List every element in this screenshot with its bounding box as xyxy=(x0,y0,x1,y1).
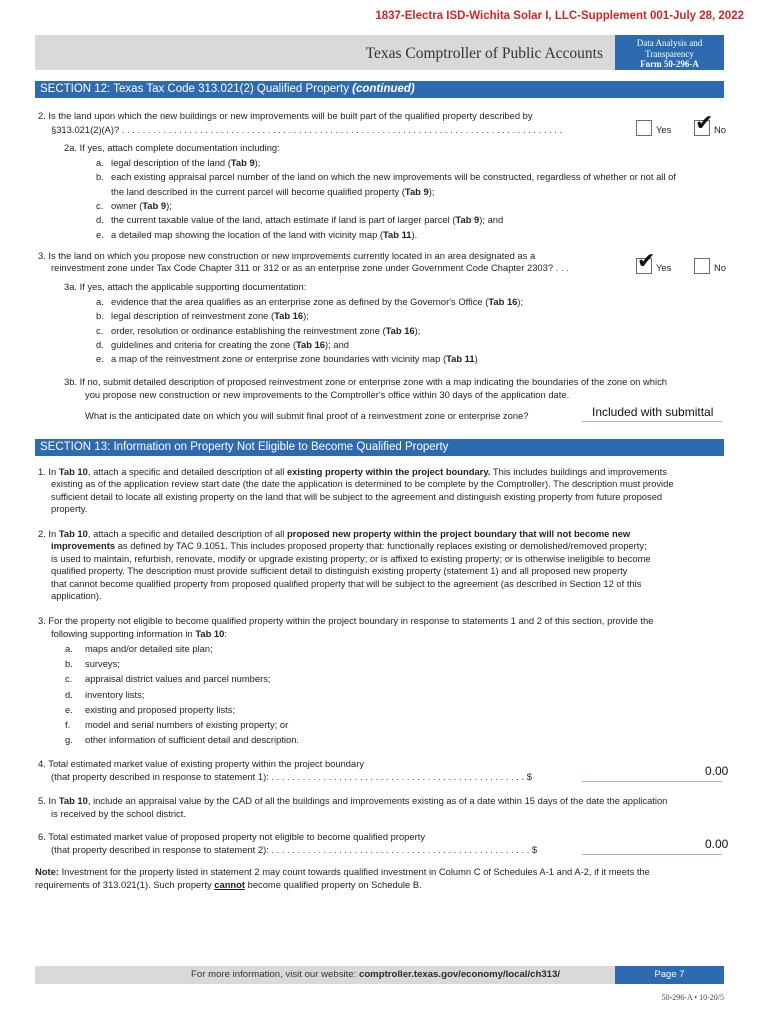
statement-4-value: 0.00 xyxy=(705,764,729,778)
q3-text-line1: 3. Is the land on which you propose new construction or new improvements currently located in an area designated as a xyxy=(38,250,536,261)
statement-3-line2 xyxy=(51,628,227,640)
q2a-text: 2a. If yes, attach complete documentation including: xyxy=(64,142,280,153)
dept-line-2: Transparency xyxy=(645,48,694,59)
list-tab-ref: Tab 9 xyxy=(142,199,167,211)
list-text-pre: the current taxable value of the land, attach estimate if land is part of larger parcel ( xyxy=(111,214,456,226)
document-header-title: 1837-Electra ISD-Wichita Solar I, LLC-Supplement 001-July 28, 2022 xyxy=(375,10,744,22)
list-text: maps and/or detailed site plan; xyxy=(85,643,213,654)
q3b-question: What is the anticipated date on which you will submit final proof of a reinvestment zone or enterprise zone? xyxy=(85,410,529,421)
list-letter: b. xyxy=(65,658,73,670)
note-pre: requirements of 313.021(1). Such property xyxy=(35,879,215,890)
note-line1 xyxy=(35,866,650,878)
list-text-pre: a detailed map showing the location of the land with vicinity map ( xyxy=(111,228,384,240)
list-letter: c. xyxy=(96,199,104,211)
line-bold: Tab 10 xyxy=(58,528,88,539)
list-text xyxy=(111,229,417,241)
line-bold2: existing property within the project boundary. xyxy=(286,466,491,477)
leader-dots: . . . xyxy=(553,262,569,273)
statement-5-post: , include an appraisal value by the CAD of all the buildings and improvements existing as of a date within 15 days of the date the application xyxy=(87,795,668,806)
statement-6-line2 xyxy=(51,844,537,856)
q2-ref: §313.021(2)(A)? xyxy=(51,124,120,135)
list-text-post: ); xyxy=(166,199,172,211)
list-text-pre: evidence that the area qualifies as an enterprise zone as defined by the Governor's Office ( xyxy=(111,296,489,307)
list-text-pre: each existing appraisal parcel number of the land on which the new improvements will be constructed, regardless of whether or not all of xyxy=(111,171,676,183)
statement-3-line1: 3. For the property not eligible to become qualified property within the project boundary in response to statements 1 and 2 of this section, provide the xyxy=(38,615,654,626)
list-letter: a. xyxy=(96,296,104,307)
dollar-sign: $ xyxy=(526,771,532,782)
form-revision-code: 50-296-A • 10-20/5 xyxy=(661,993,724,1002)
q3b-text-line2: you propose new construction or new improvements to the Comptroller's office within 30 days of the application date. xyxy=(85,389,570,400)
line-post: This includes buildings and improvements xyxy=(490,466,667,477)
list-text xyxy=(111,296,523,308)
list-text-pre: legal description of the land ( xyxy=(111,157,231,168)
footer-website-link[interactable]: comptroller.texas.gov/economy/local/ch313/ xyxy=(358,969,560,980)
list-text: model and serial numbers of existing property; or xyxy=(85,719,289,730)
q3b-date-value: Included with submittal xyxy=(592,405,714,419)
list-tab-ref: Tab 16 xyxy=(274,310,304,322)
statement-6-line1: 6. Total estimated market value of proposed property not eligible to become qualified property xyxy=(38,831,426,842)
note-text: Investment for the property listed in statement 2 may count towards qualified investment in Column C of Schedules A-1 and A-2, if it meets the xyxy=(58,866,650,877)
list-tab-ref: Tab 11 xyxy=(383,228,412,240)
list-tab-ref: Tab 9 xyxy=(455,214,480,226)
statement-6-value-field[interactable] xyxy=(582,836,722,855)
list-text-pre: order, resolution or ordinance establishing the reinvestment zone ( xyxy=(111,324,386,336)
statement-3-post: : xyxy=(224,628,227,639)
line-pre: 2. In xyxy=(38,528,59,539)
line-mid: as defined by TAC 9.1051. This includes proposed property that: functionally replaces existing or demolished/removed property; xyxy=(115,540,647,552)
q3b-text-line1: 3b. If no, submit detailed description of proposed reinvestment zone or enterprise zone with a map indicating the boundaries of the zone on which xyxy=(64,376,667,387)
q3-ref: reinvestment zone under Tax Code Chapter 311 or 312 or as an enterprise zone under Government Code Chapter 2303? xyxy=(51,262,554,273)
list-text: existing and proposed property lists; xyxy=(85,703,236,715)
q3-no-label: No xyxy=(714,262,726,273)
checkmark-icon: ✔ xyxy=(637,249,656,274)
statement-5-line1 xyxy=(38,795,667,807)
note-line2 xyxy=(35,879,422,891)
line-mid: , attach a specific and detailed description of all xyxy=(87,528,287,539)
statement-6-value: 0.00 xyxy=(705,837,729,851)
line-pre: property. xyxy=(51,503,88,515)
list-text-post: ). xyxy=(411,228,418,240)
list-text-post: ); and xyxy=(325,338,350,350)
q2-no-checkbox[interactable] xyxy=(694,111,714,136)
list-text-post: ); xyxy=(414,324,421,336)
list-letter: c. xyxy=(96,324,104,336)
list-text-pre: a map of the reinvestment zone or enterprise zone boundaries with vicinity map ( xyxy=(111,353,447,365)
paragraph-line xyxy=(51,565,627,577)
list-letter: e. xyxy=(65,703,73,715)
list-letter: e. xyxy=(96,228,104,240)
line-bold: improvements xyxy=(51,540,116,552)
paragraph-line xyxy=(51,578,641,590)
list-text-pre: owner ( xyxy=(111,199,143,211)
list-letter: g. xyxy=(65,734,73,746)
list-text: appraisal district values and parcel numbers; xyxy=(85,673,271,685)
form-number: Form 50-296-A xyxy=(640,59,699,69)
page-number: Page 7 xyxy=(615,966,724,984)
list-text: inventory lists; xyxy=(85,688,145,700)
list-letter: f. xyxy=(65,719,71,730)
list-text xyxy=(111,353,478,365)
statement-5-tab: Tab 10 xyxy=(58,795,88,806)
list-text-post: ); xyxy=(303,310,309,322)
list-letter: a. xyxy=(65,643,73,654)
section-12-header xyxy=(35,81,724,98)
list-letter: b. xyxy=(96,310,104,322)
line-pre: is used to maintain, refurbish, renovate, modify or upgrade existing property; or is affixed to existing property; or is otherwise ineligible to become xyxy=(51,552,651,564)
list-text: other information of sufficient detail and description. xyxy=(85,734,300,746)
list-item xyxy=(96,296,104,308)
list-text xyxy=(111,186,434,198)
note-label: Note: xyxy=(35,866,59,877)
paragraph-line xyxy=(51,590,102,602)
footer-info-text: For more information, visit our website: xyxy=(191,969,359,980)
statement-3-pre: following supporting information in xyxy=(51,628,196,639)
q2-yes-checkbox[interactable] xyxy=(636,120,652,136)
list-letter: b. xyxy=(96,171,104,183)
q2-text-line1: 2. Is the land upon which the new buildings or new improvements will be built part of the qualified property described by xyxy=(38,110,533,121)
statement-4-ref: (that property described in response to statement 1): xyxy=(51,771,269,782)
agency-name: Texas Comptroller of Public Accounts xyxy=(365,45,603,62)
q3-yes-checkbox[interactable] xyxy=(636,249,656,274)
line-pre: sufficient detail to locate all existing property on the land that will be subject to the agreement and distinguish existing property from future proposed xyxy=(51,490,663,502)
paragraph-line xyxy=(51,491,662,503)
statement-5-pre: 5. In xyxy=(38,795,59,806)
q3-yes-label: Yes xyxy=(656,262,672,273)
list-letter: d. xyxy=(65,688,73,700)
list-text-post: ) xyxy=(474,353,478,365)
list-text-post: ); xyxy=(254,157,261,168)
list-text xyxy=(111,157,260,169)
note-post: become qualified property on Schedule B. xyxy=(245,879,422,890)
section-12-continued: (continued) xyxy=(352,83,415,95)
list-text xyxy=(111,325,420,337)
list-text-post: ); xyxy=(517,296,524,307)
list-letter: a. xyxy=(96,157,104,168)
list-tab-ref: Tab 16 xyxy=(296,338,326,350)
line-pre: qualified property. The description must provide sufficient detail to distinguish existing property (statement 1) and all proposed new property xyxy=(51,565,628,577)
list-letter: c. xyxy=(65,673,73,685)
statement-4-line1: 4. Total estimated market value of existing property within the project boundary xyxy=(38,758,365,769)
list-item xyxy=(96,353,104,365)
list-text xyxy=(111,339,349,351)
paragraph-line xyxy=(38,466,667,478)
footer-info xyxy=(35,969,615,982)
line-pre: that cannot become qualified property from proposed qualified property that will be subject to the agreement (as described in Section 12 of this xyxy=(51,577,642,589)
list-tab-ref: Tab 11 xyxy=(446,353,475,365)
list-letter: e. xyxy=(96,353,104,365)
q2-text-line2 xyxy=(51,124,562,136)
line-pre: application). xyxy=(51,590,102,601)
paragraph-line xyxy=(51,478,674,490)
list-item xyxy=(96,325,103,337)
line-pre: 1. In xyxy=(38,466,59,477)
list-letter: d. xyxy=(96,338,104,350)
leader-dots: . . . . . . . . . . . . . . . . . . . . . . . . . . . . . . . . . . . . . . . . . . . . . . . . . . . . . . . . . . . . . . . . . . . . . . . . . . . . . . . . . . . . . xyxy=(119,124,563,135)
list-text xyxy=(111,310,309,322)
line-bold2: proposed new property within the project boundary that will not become new xyxy=(286,528,631,539)
dollar-sign: $ xyxy=(531,844,538,855)
paragraph-line xyxy=(51,503,87,515)
line-bold: Tab 10 xyxy=(58,466,88,477)
statement-3-tab: Tab 10 xyxy=(195,628,225,639)
statement-4-line2 xyxy=(51,771,532,783)
note-cannot: cannot xyxy=(214,879,245,890)
list-text-post: ); xyxy=(428,185,435,197)
section-12-title: SECTION 12: Texas Tax Code 313.021(2) Qualified Property xyxy=(40,83,353,95)
statement-5-line2: is received by the school district. xyxy=(51,808,186,819)
leader-dots: . . . . . . . . . . . . . . . . . . . . . . . . . . . . . . . . . . . . . . . . . . . . . . . . . . xyxy=(268,844,532,855)
list-text xyxy=(111,214,503,226)
list-tab-ref: Tab 9 xyxy=(404,185,429,197)
paragraph-line xyxy=(51,540,647,552)
list-item xyxy=(96,200,103,212)
statement-6-ref: (that property described in response to statement 2): xyxy=(51,844,269,855)
list-text-pre: the land described in the current parcel will become qualified property ( xyxy=(111,185,405,197)
list-text-pre: guidelines and criteria for creating the zone ( xyxy=(111,338,297,350)
q3-text-line2 xyxy=(51,262,569,274)
list-item xyxy=(96,171,104,183)
list-letter: d. xyxy=(96,214,104,226)
list-item xyxy=(96,310,104,322)
form-id-box xyxy=(615,35,724,70)
list-item xyxy=(96,339,104,351)
paragraph-line xyxy=(51,553,651,565)
list-item xyxy=(96,214,104,226)
list-item xyxy=(96,157,104,169)
list-text: surveys; xyxy=(85,658,120,670)
list-tab-ref: Tab 9 xyxy=(230,157,255,168)
q2-yes-label: Yes xyxy=(656,124,672,135)
leader-dots: . . . . . . . . . . . . . . . . . . . . . . . . . . . . . . . . . . . . . . . . . . . . . . . . . xyxy=(268,771,527,782)
section-13-header: SECTION 13: Information on Property Not Eligible to Become Qualified Property xyxy=(35,439,724,456)
q3a-text: 3a. If yes, attach the applicable supporting documentation: xyxy=(64,281,307,292)
statement-4-value-field[interactable] xyxy=(582,763,722,782)
list-item xyxy=(96,229,104,241)
checkmark-icon: ✔ xyxy=(695,111,714,136)
q3-no-checkbox[interactable] xyxy=(694,258,710,274)
q2-no-label: No xyxy=(714,124,726,135)
list-tab-ref: Tab 16 xyxy=(488,296,518,307)
dept-line-1: Data Analysis and xyxy=(636,38,703,48)
line-pre: existing as of the application review start date (the date the application is determined to be complete by the Comptroller). The description must provide xyxy=(51,478,674,490)
list-text-pre: legal description of reinvestment zone ( xyxy=(111,310,275,322)
list-text xyxy=(111,200,172,212)
line-mid: , attach a specific and detailed description of all xyxy=(87,466,287,477)
list-text-post: ); and xyxy=(479,214,504,226)
list-text xyxy=(111,171,676,183)
list-tab-ref: Tab 16 xyxy=(385,324,415,336)
paragraph-line xyxy=(38,528,630,540)
